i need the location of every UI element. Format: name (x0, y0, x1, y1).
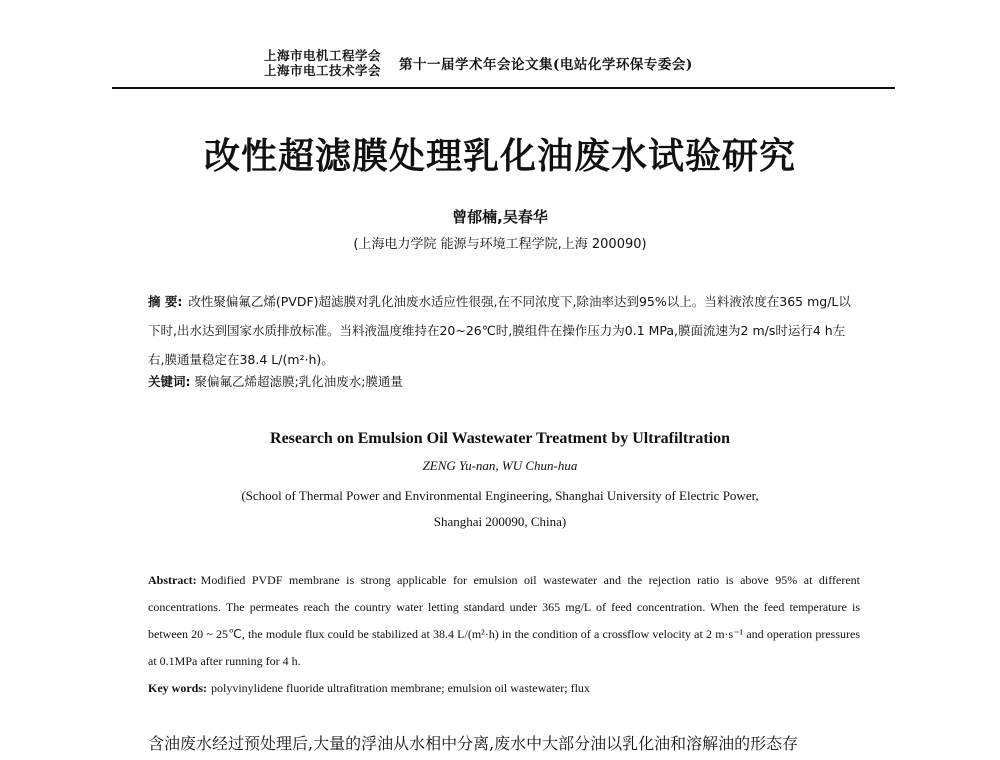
keywords-cn (148, 372, 860, 392)
affiliation-en (0, 483, 1000, 535)
header-rule (112, 87, 895, 89)
keywords-en (148, 679, 860, 697)
body-paragraph-start: 含油废水经过预处理后,大量的浮油从水相中分离,废水中大部分油以乳化油和溶解油的形态存 (148, 734, 799, 753)
paper-title-en: Research on Emulsion Oil Wastewater Treatment by Ultrafiltration (270, 430, 730, 447)
paper-title-cn: 改性超滤膜处理乳化油废水试验研究 (203, 135, 796, 177)
authors-cn: 曾郁楠,吴春华 (452, 208, 548, 226)
affiliation-en-line-1: (School of Thermal Power and Environmental Engineering, Shanghai University of Electric Power, (241, 488, 759, 503)
affiliation-cn: (上海电力学院 能源与环境工程学院,上海 200090) (353, 237, 647, 252)
keywords-cn-text: 聚偏氟乙烯超滤膜;乳化油废水;膜通量 (194, 374, 403, 389)
proceedings-title: 第十一届学术年会论文集(电站化学环保专委会) (399, 57, 693, 73)
abstract-cn (148, 287, 860, 374)
authors-en: ZENG Yu-nan, WU Chun-hua (422, 458, 578, 473)
keywords-en-text: polyvinylidene fluoride ultrafitration membrane; emulsion oil wastewater; flux (211, 681, 590, 695)
abstract-en-label: Abstract: (148, 573, 197, 587)
society-names (264, 48, 381, 78)
keywords-cn-label: 关键词: (148, 374, 191, 389)
abstract-cn-text: 改性聚偏氟乙烯(PVDF)超滤膜对乳化油废水适应性很强,在不同浓度下,除油率达到95%以上。当料液浓度在365 mg/L以下时,出水达到国家水质排放标准。当料液温度维持在20~26℃时,膜组件在操作压力为0.1 MPa,膜面流速为2 m/s时运行4 h左右,膜通量稳定在38.4 L/(m²·h)。 (148, 294, 851, 367)
affiliation-en-line-2: Shanghai 200090, China) (433, 514, 567, 529)
abstract-cn-label: 摘 要: (148, 294, 183, 309)
abstract-en-text: Modified PVDF membrane is strong applicable for emulsion oil wastewater and the rejection ratio is above 95% at different concentrations. The permeates reach the country water letting standard under 365 mg/L of feed concentration. When the feed temperature is between 20 ~ 25℃, the module flux could be stabilized at 38.4 L/(m²·h) in the condition of a crossflow velocity at 2 m·s⁻¹ and operation pressures at 0.1MPa after running for 4 h. (148, 573, 860, 668)
abstract-en (148, 567, 860, 675)
keywords-en-label: Key words: (148, 681, 207, 695)
society-name-1: 上海市电机工程学会 (264, 48, 382, 63)
running-header (264, 48, 693, 78)
society-name-2: 上海市电工技术学会 (264, 63, 382, 78)
